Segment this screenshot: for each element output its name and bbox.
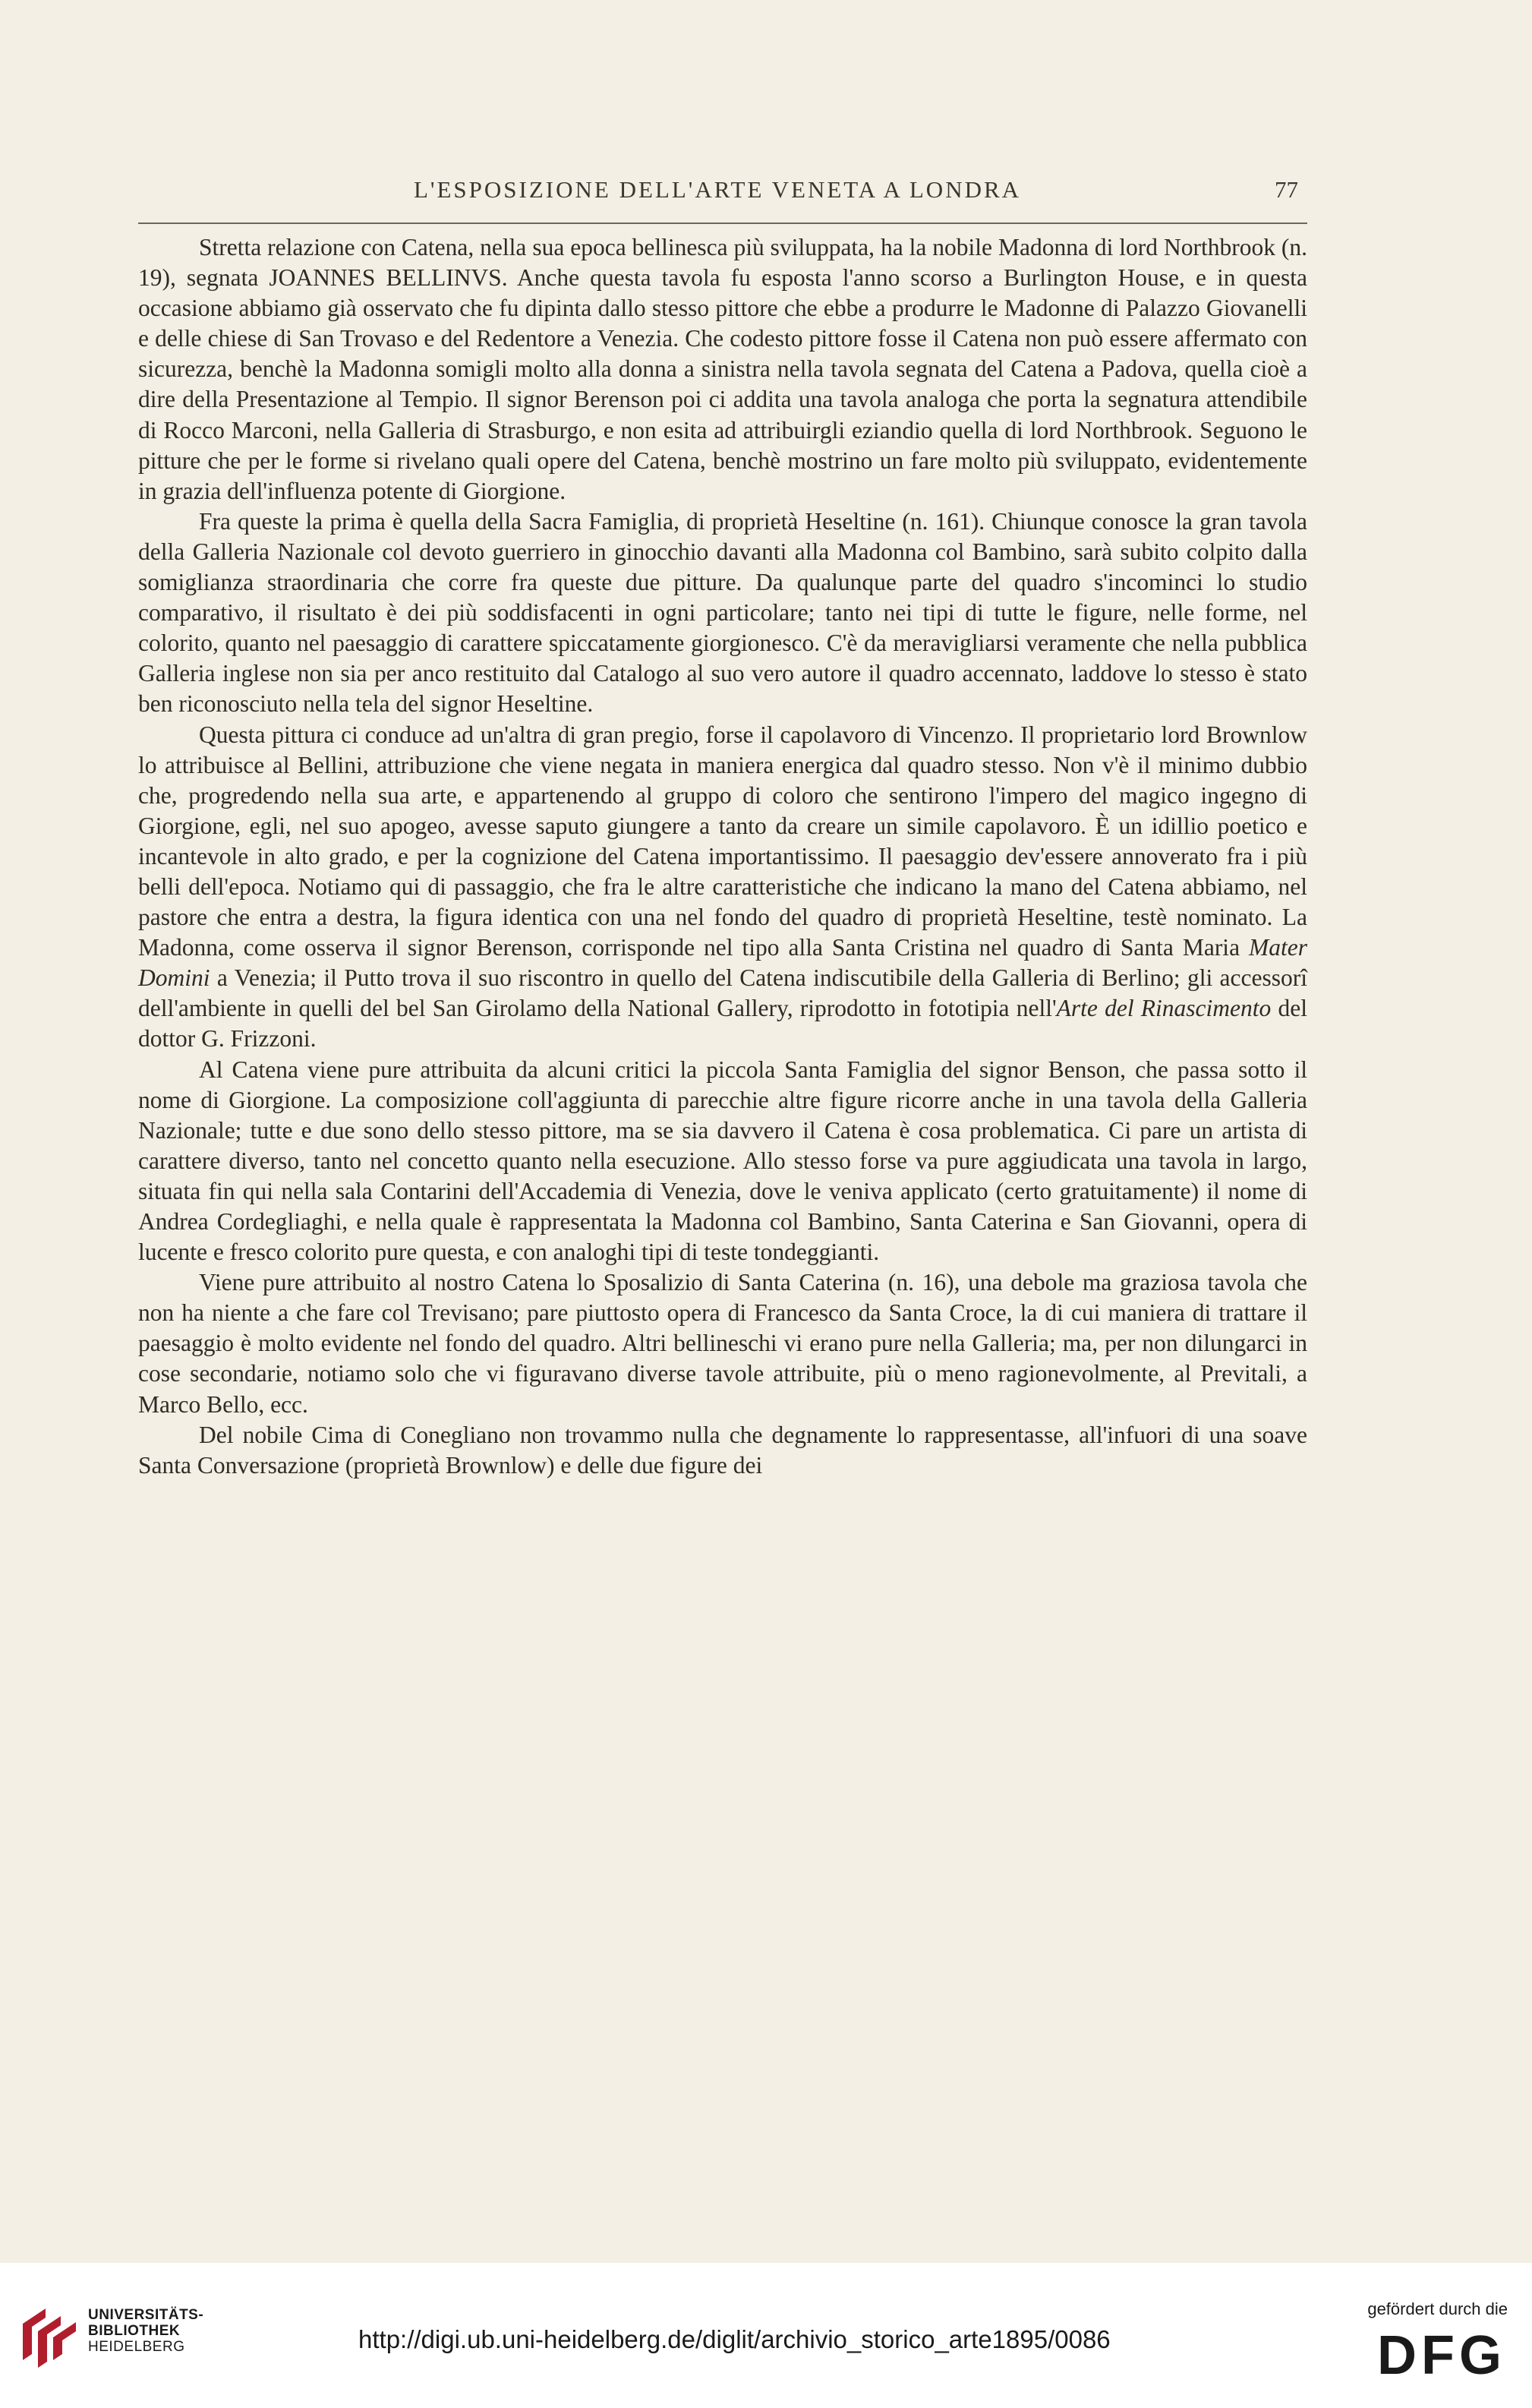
library-name-line: BIBLIOTHEK xyxy=(88,2323,181,2339)
source-url-link[interactable]: http://digi.ub.uni-heidelberg.de/diglit/archivio_storico_arte1895/0086 xyxy=(358,2325,1111,2353)
paragraph: Fra queste la prima è quella della Sacra Famiglia, di proprietà Heseltine (n. 161). Chiunque conosce la gran tavola della Galleria Nazionale col devoto guerriero in ginocchio davanti alla Madonna col Bambino, sarà subito colpito dalla somiglianza straordinaria che corre fra queste due pitture. Da qualunque parte del quadro s'incominci lo studio comparativo, il risultato è dei più soddisfacenti in ogni particolare; tanto nei tipi di tutte le figure, nelle forme, nel colorito, quanto nel paesaggio di carattere spiccatamente giorgionesco. C'è da meravigliarsi veramente che nella pubblica Galleria inglese non sia per anco restituito dal Catalogo al suo vero autore il quadro accennato, laddove lo stesso è stato ben riconosciuto nella tela del signor Heseltine. xyxy=(138,507,1307,718)
digitization-footer xyxy=(0,2263,1532,2408)
italic-title: Mater Domini xyxy=(138,934,1307,992)
paragraph xyxy=(138,720,1307,1055)
paragraph: Al Catena viene pure attribuita da alcuni critici la piccola Santa Famiglia del signor Benson, che passa sotto il nome di Giorgione. La composizione coll'aggiunta di parecchie altre figure ricorre anche in una tavola della Galleria Nazionale; tutte e due sono dello stesso pittore, ma se sia davvero il Catena è cosa problematica. Ci pare un artista di carattere diverso, tanto nel concetto quanto nella esecuzione. Allo stesso forse va pure aggiudicata una tavola in largo, situata fin qui nella sala Contarini dell'Accademia di Venezia, dove le veniva applicato (certo gratuitamente) il nome di Andrea Cordegliaghi, e nella quale è rappresentata la Madonna col Bambino, Santa Caterina e San Giovanni, opera di lucente e fresco colorito pure questa, e con analoghi tipi di teste tondeggianti. xyxy=(138,1056,1307,1266)
library-name-line: HEIDELBERG xyxy=(88,2339,185,2355)
paragraph: Stretta relazione con Catena, nella sua epoca bellinesca più sviluppata, ha la nobile Madonna di lord Northbrook (n. 19), segnata JOANNES BELLINVS. Anche questa tavola fu esposta l'anno scorso a Burlington House, e in questa occasione abbiamo già osservato che fu dipinta dallo stesso pittore che ebbe a produrre le Madonne di Palazzo Giovanelli e delle chiese di San Trovaso e del Redentore a Venezia. Che codesto pittore fosse il Catena non può essere affermato con sicurezza, benchè la Madonna somigli molto alla donna a sinistra nella tavola segnata del Catena a Padova, quella cioè a dire della Presentazione al Tempio. Il signor Berenson poi ci addita una tavola analoga che porta la segnatura attendibile di Rocco Marconi, nella Galleria di Strasburgo, e non esita ad attribuirgli eziandio quella di lord Northbrook. Seguono le pitture che per le forme si rivelano quali opere del Catena, benchè mostrino un fare molto più sviluppato, evidentemente in grazia dell'influenza potente di Giorgione. xyxy=(138,234,1307,504)
header-rule xyxy=(138,222,1307,224)
paragraph: Viene pure attribuito al nostro Catena lo Sposalizio di Santa Caterina (n. 16), una debole ma graziosa tavola che non ha niente a che fare col Trevisano; pare piuttosto opera di Francesco da Santa Croce, la di cui maniera di trattare il paesaggio è molto evidente nel fondo del quadro. Altri bellineschi vi erano pure nella Galleria; ma, per non dilungarci in cose secondarie, notiamo solo che vi figuravano diverse tavole attribuite, più o meno ragionevolmente, al Previtali, a Marco Bello, ecc. xyxy=(138,1269,1307,1418)
library-name xyxy=(88,2307,203,2355)
paragraph-text: Questa pittura ci conduce ad un'altra di gran pregio, forse il capolavoro di Vincenzo. Il proprietario lord Brownlow lo attribuisce al Bellini, attribuzione che viene negata in maniera energica dal quadro stesso. Non v'è il minimo dubbio che, progredendo nella sua arte, e appartenendo al gruppo di coloro che sentirono l'impero del magico ingegno di Giorgione, egli, nel suo apogeo, avesse saputo giungere a tanto da creare un simile capolavoro. È un idillio poetico e incantevole in alto grado, e per la cognizione del Catena importantissimo. Il paesaggio dev'essere annoverato fra i più belli dell'epoca. Notiamo qui di passaggio, che fra le altre caratteristiche che indicano la mano del Catena abbiamo, nel pastore che entra a destra, la figura identica con una nel fondo del quadro di proprietà Heseltine, testè nominato. La Madonna, come osserva il signor Berenson, corrisponde nel tipo alla Santa Cristina nel quadro di Santa Maria xyxy=(138,721,1307,961)
paragraph-text: del dottor G. Frizzoni. xyxy=(138,995,1307,1053)
page-number: 77 xyxy=(1275,176,1298,203)
running-head xyxy=(137,176,1298,214)
running-title: L'ESPOSIZIONE DELL'ARTE VENETA A LONDRA xyxy=(413,176,1022,203)
article-body xyxy=(138,232,1307,1481)
paragraph: Del nobile Cima di Conegliano non trovammo nulla che degnamente lo rappresentasse, all'infuori di una soave Santa Conversazione (proprietà Brownlow) e delle due figure dei xyxy=(138,1421,1307,1479)
dfg-logo: DFG xyxy=(1377,2325,1506,2386)
paragraph-text: a Venezia; il Putto trova il suo riscontro in quello del Catena indiscutibile della Galleria di Berlino; gli accessorî dell'ambiente in quelli del bel San Girolamo della National Gallery, riprodotto in fototipia nell' xyxy=(138,964,1307,1022)
funded-by-label: gefördert durch die xyxy=(1367,2299,1508,2318)
italic-title: Arte del Rinascimento xyxy=(1056,995,1272,1022)
university-library-logo-icon xyxy=(15,2301,84,2369)
library-name-line: UNIVERSITÄTS- xyxy=(88,2307,204,2323)
